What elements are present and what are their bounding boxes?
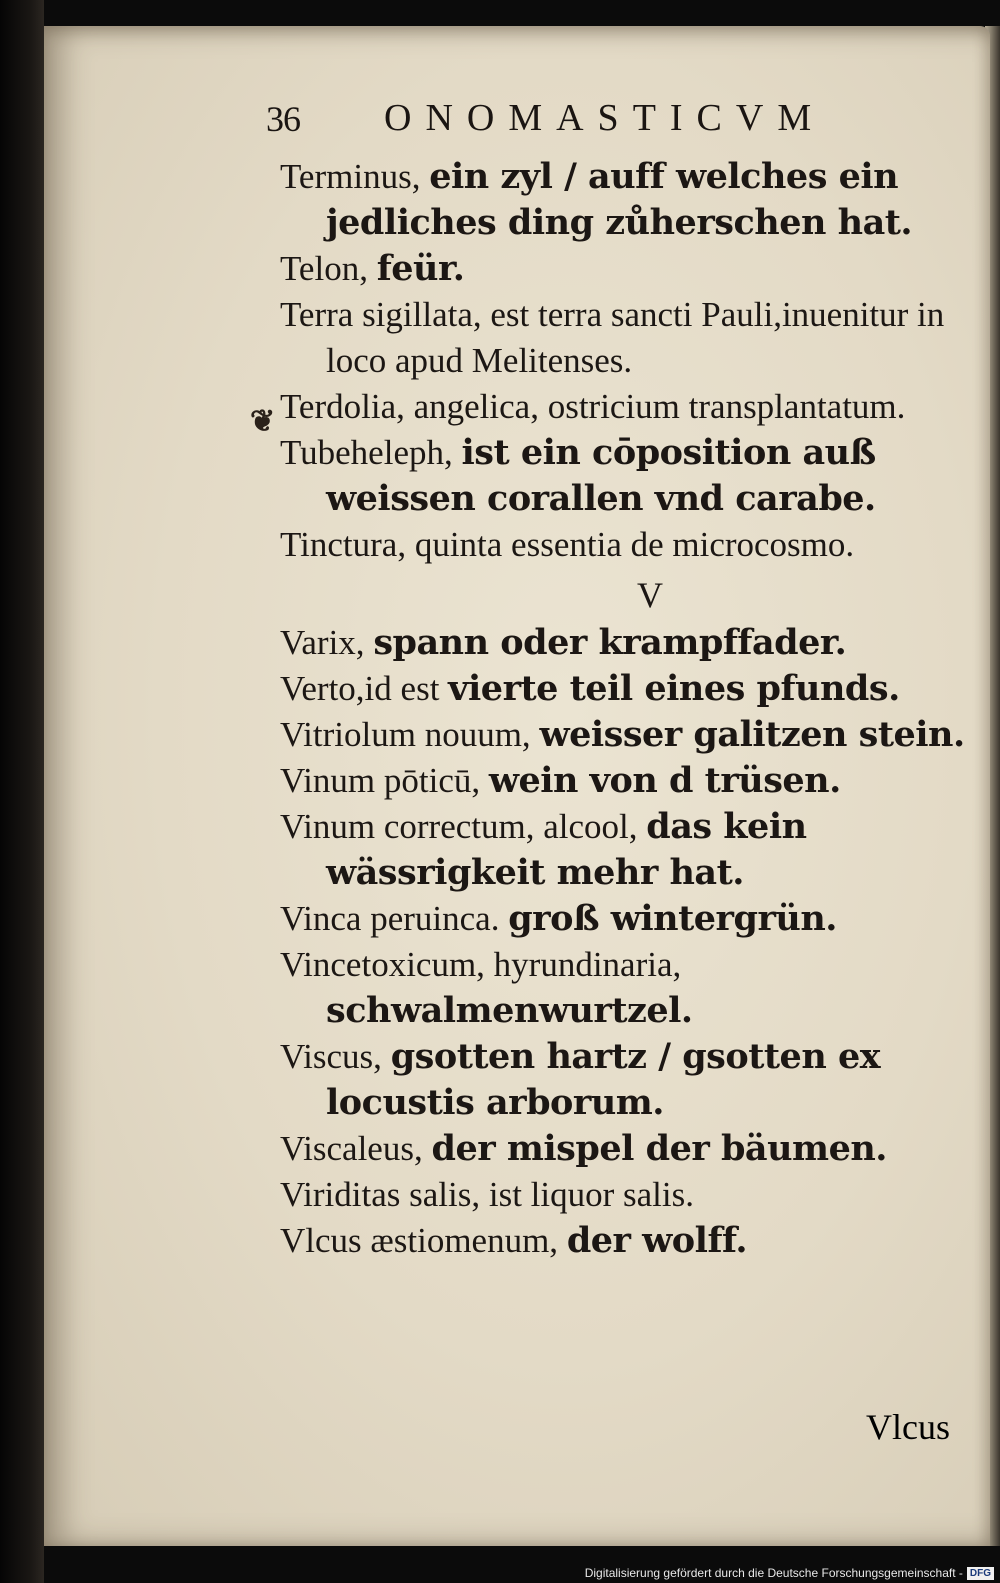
entry-vinum-correctum: Vinum correctum, alcool, das kein wässrigkeit mehr hat. [280, 806, 807, 893]
entry-vitriolum: Vitriolum nouum, weisser galitzen stein. [280, 714, 965, 755]
entry-vinum-ponticum: Vinum pōticū, wein von d trüsen. [280, 760, 841, 801]
entry-vincetoxicum: Vincetoxicum, hyrundinaria, schwalmenwurtzel. [280, 945, 693, 1031]
entry-terdolia: Terdolia, angelica, ostricium transplantatum. [280, 387, 906, 426]
entry-verto: Verto,id est vierte teil eines pfunds. [280, 668, 900, 709]
page-header [266, 96, 966, 146]
entry-vinca-peruinca: Vinca peruinca. groß wintergrün. [280, 898, 837, 939]
entry-varix: Varix, spann oder krampffader. [280, 622, 847, 663]
entry-tinctura: Tinctura, quinta essentia de microcosmo. [280, 525, 855, 564]
marginal-mark-icon: ❦ [250, 404, 276, 439]
digitization-footer [585, 1566, 994, 1580]
entry-viriditas-salis: Viriditas salis, ist liquor salis. [280, 1175, 695, 1214]
entry-vlcus-aestiomenum: Vlcus æstiomenum, der wolff. [280, 1220, 747, 1261]
entry-viscaleus: Viscaleus, der mispel der bäumen. [280, 1128, 887, 1169]
entry-telon: Telon, feür. [280, 248, 465, 289]
glossary-entries [280, 154, 980, 1264]
footer-credit: Digitalisierung gefördert durch die Deutsche Forschungsgemeinschaft - [584, 1566, 963, 1580]
dfg-logo: DFG [967, 1567, 994, 1580]
running-title: ONOMASTICVM [384, 97, 826, 139]
entry-terminus: Terminus, ein zyl / auff welches ein jedliches ding zůherschen hat. [280, 156, 913, 243]
entry-terra-sigillata: Terra sigillata, est terra sancti Pauli,inuenitur in loco apud Melitenses. [280, 295, 945, 380]
entry-viscus: Viscus, gsotten hartz / gsotten ex locustis arborum. [280, 1036, 881, 1123]
catchword: Vlcus [866, 1407, 950, 1447]
entry-tubeheleph: Tubeheleph, ist ein cōposition auß weissen corallen vnd carabe. [280, 432, 876, 519]
page-number: 36 [266, 99, 300, 139]
section-letter-v: V [637, 575, 663, 615]
book-spine [0, 0, 44, 1583]
book-page [44, 26, 990, 1546]
